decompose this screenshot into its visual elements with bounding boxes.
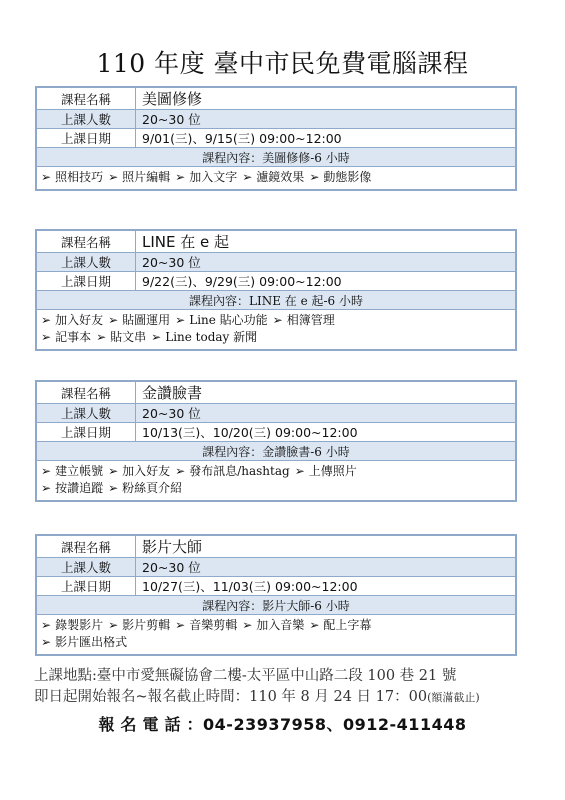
course-date-label: 上課日期 — [37, 129, 136, 148]
course-count-value: 20~30 位 — [136, 253, 516, 272]
course-content: 課程內容：影片大師-6 小時 — [37, 596, 516, 615]
registration-text: 即日起開始報名~報名截止時間：110 年 8 月 24 日 17：00 — [34, 689, 428, 705]
list-item: 照片編輯 — [122, 170, 171, 184]
course-count-value: 20~30 位 — [136, 404, 516, 423]
course-date-value: 9/22(三)、9/29(三) 09:00~12:00 — [136, 272, 516, 291]
arrowhead-bullet-icon: ➢ — [108, 618, 119, 632]
course-date-value: 10/13(三)、10/20(三) 09:00~12:00 — [136, 423, 516, 442]
course-date-value: 10/27(三)、11/03(三) 09:00~12:00 — [136, 577, 516, 596]
course-name-label: 課程名稱 — [37, 231, 136, 253]
course-name-row — [37, 231, 516, 253]
arrowhead-bullet-icon: ➢ — [41, 481, 52, 495]
arrowhead-bullet-icon: ➢ — [41, 313, 52, 327]
list-item: 配上字幕 — [323, 618, 372, 632]
arrowhead-bullet-icon: ➢ — [309, 170, 320, 184]
arrowhead-bullet-icon: ➢ — [175, 170, 186, 184]
course-name-label: 課程名稱 — [37, 536, 136, 558]
list-item: 照相技巧 — [55, 170, 104, 184]
list-item: 加入好友 — [55, 313, 104, 327]
phone-line — [0, 712, 565, 735]
arrowhead-bullet-icon: ➢ — [41, 464, 52, 478]
arrowhead-bullet-icon: ➢ — [108, 313, 119, 327]
course-content-row — [37, 148, 516, 167]
list-item: 影片匯出格式 — [55, 635, 128, 649]
course-count-row — [37, 110, 516, 129]
course-items-line — [41, 617, 511, 634]
list-item: 相簿管理 — [286, 313, 335, 327]
course-count-label: 上課人數 — [37, 404, 136, 423]
course-items-line — [41, 169, 511, 186]
location-text: 上課地點:臺中市愛無礙協會二樓-太平區中山路二段 100 巷 21 號 — [34, 668, 457, 684]
list-item: 記事本 — [55, 330, 92, 344]
course-block — [35, 86, 517, 191]
arrowhead-bullet-icon: ➢ — [272, 313, 283, 327]
list-item: 錄製影片 — [55, 618, 104, 632]
registration-line — [34, 687, 544, 708]
course-table — [36, 381, 516, 461]
list-item: 粉絲頁介紹 — [122, 481, 183, 495]
course-table — [36, 230, 516, 310]
list-item: 加入好友 — [122, 464, 171, 478]
course-count-label: 上課人數 — [37, 110, 136, 129]
list-item: 濾鏡效果 — [256, 170, 305, 184]
arrowhead-bullet-icon: ➢ — [41, 170, 52, 184]
list-item: Line 貼心功能 — [189, 313, 268, 327]
registration-note: (額滿截止) — [427, 691, 480, 704]
list-item: Line today 新聞 — [165, 330, 258, 344]
course-name-value: LINE 在 e 起 — [136, 231, 516, 253]
arrowhead-bullet-icon: ➢ — [175, 618, 186, 632]
course-block — [35, 380, 517, 502]
course-name-value: 影片大師 — [136, 536, 516, 558]
course-name-label: 課程名稱 — [37, 88, 136, 110]
course-items — [36, 310, 516, 350]
course-count-row — [37, 253, 516, 272]
list-item: 音樂剪輯 — [189, 618, 238, 632]
arrowhead-bullet-icon: ➢ — [108, 481, 119, 495]
course-items-line — [41, 463, 511, 480]
course-date-label: 上課日期 — [37, 272, 136, 291]
course-items-line — [41, 312, 511, 329]
arrowhead-bullet-icon: ➢ — [242, 618, 253, 632]
list-item: 加入音樂 — [256, 618, 305, 632]
list-item: 按讚追蹤 — [55, 481, 104, 495]
course-content: 課程內容：美圖修修-6 小時 — [37, 148, 516, 167]
arrowhead-bullet-icon: ➢ — [41, 635, 52, 649]
course-content-row — [37, 442, 516, 461]
course-count-label: 上課人數 — [37, 253, 136, 272]
course-name-row — [37, 536, 516, 558]
course-table — [36, 87, 516, 167]
course-block — [35, 229, 517, 351]
course-name-value: 美圖修修 — [136, 88, 516, 110]
arrowhead-bullet-icon: ➢ — [175, 464, 186, 478]
course-count-label: 上課人數 — [37, 558, 136, 577]
course-date-label: 上課日期 — [37, 577, 136, 596]
list-item: 建立帳號 — [55, 464, 104, 478]
footer-info — [34, 666, 544, 708]
course-name-value: 金讚臉書 — [136, 382, 516, 404]
arrowhead-bullet-icon: ➢ — [242, 170, 253, 184]
course-date-row — [37, 272, 516, 291]
course-name-label: 課程名稱 — [37, 382, 136, 404]
course-content: 課程內容：LINE 在 e 起-6 小時 — [37, 291, 516, 310]
list-item: 影片剪輯 — [122, 618, 171, 632]
course-date-row — [37, 423, 516, 442]
list-item: 加入文字 — [189, 170, 238, 184]
course-block — [35, 534, 517, 656]
arrowhead-bullet-icon: ➢ — [175, 313, 186, 327]
course-count-row — [37, 558, 516, 577]
arrowhead-bullet-icon: ➢ — [151, 330, 162, 344]
course-date-label: 上課日期 — [37, 423, 136, 442]
arrowhead-bullet-icon: ➢ — [41, 330, 52, 344]
course-name-row — [37, 382, 516, 404]
course-date-row — [37, 577, 516, 596]
phone-numbers: ：04-23937958、0912-411448 — [186, 715, 467, 734]
phone-label: 報名電話 — [98, 715, 187, 734]
course-content-row — [37, 596, 516, 615]
course-count-value: 20~30 位 — [136, 110, 516, 129]
course-date-value: 9/01(三)、9/15(三) 09:00~12:00 — [136, 129, 516, 148]
course-content: 課程內容：金讚臉書-6 小時 — [37, 442, 516, 461]
course-name-row — [37, 88, 516, 110]
list-item: 動態影像 — [323, 170, 372, 184]
course-items-line — [41, 329, 511, 346]
list-item: 貼圖運用 — [122, 313, 171, 327]
course-content-row — [37, 291, 516, 310]
course-items-line — [41, 634, 511, 651]
course-count-row — [37, 404, 516, 423]
course-count-value: 20~30 位 — [136, 558, 516, 577]
arrowhead-bullet-icon: ➢ — [41, 618, 52, 632]
page-title: 110 年度 臺中市民免費電腦課程 — [96, 49, 469, 78]
list-item: 上傳照片 — [308, 464, 357, 478]
arrowhead-bullet-icon: ➢ — [294, 464, 305, 478]
arrowhead-bullet-icon: ➢ — [96, 330, 107, 344]
arrowhead-bullet-icon: ➢ — [108, 170, 119, 184]
course-items — [36, 615, 516, 655]
course-items — [36, 167, 516, 190]
arrowhead-bullet-icon: ➢ — [108, 464, 119, 478]
list-item: 發布訊息/hashtag — [189, 464, 290, 478]
list-item: 貼文串 — [110, 330, 147, 344]
arrowhead-bullet-icon: ➢ — [309, 618, 320, 632]
course-table — [36, 535, 516, 615]
course-items — [36, 461, 516, 501]
course-date-row — [37, 129, 516, 148]
course-items-line — [41, 480, 511, 497]
